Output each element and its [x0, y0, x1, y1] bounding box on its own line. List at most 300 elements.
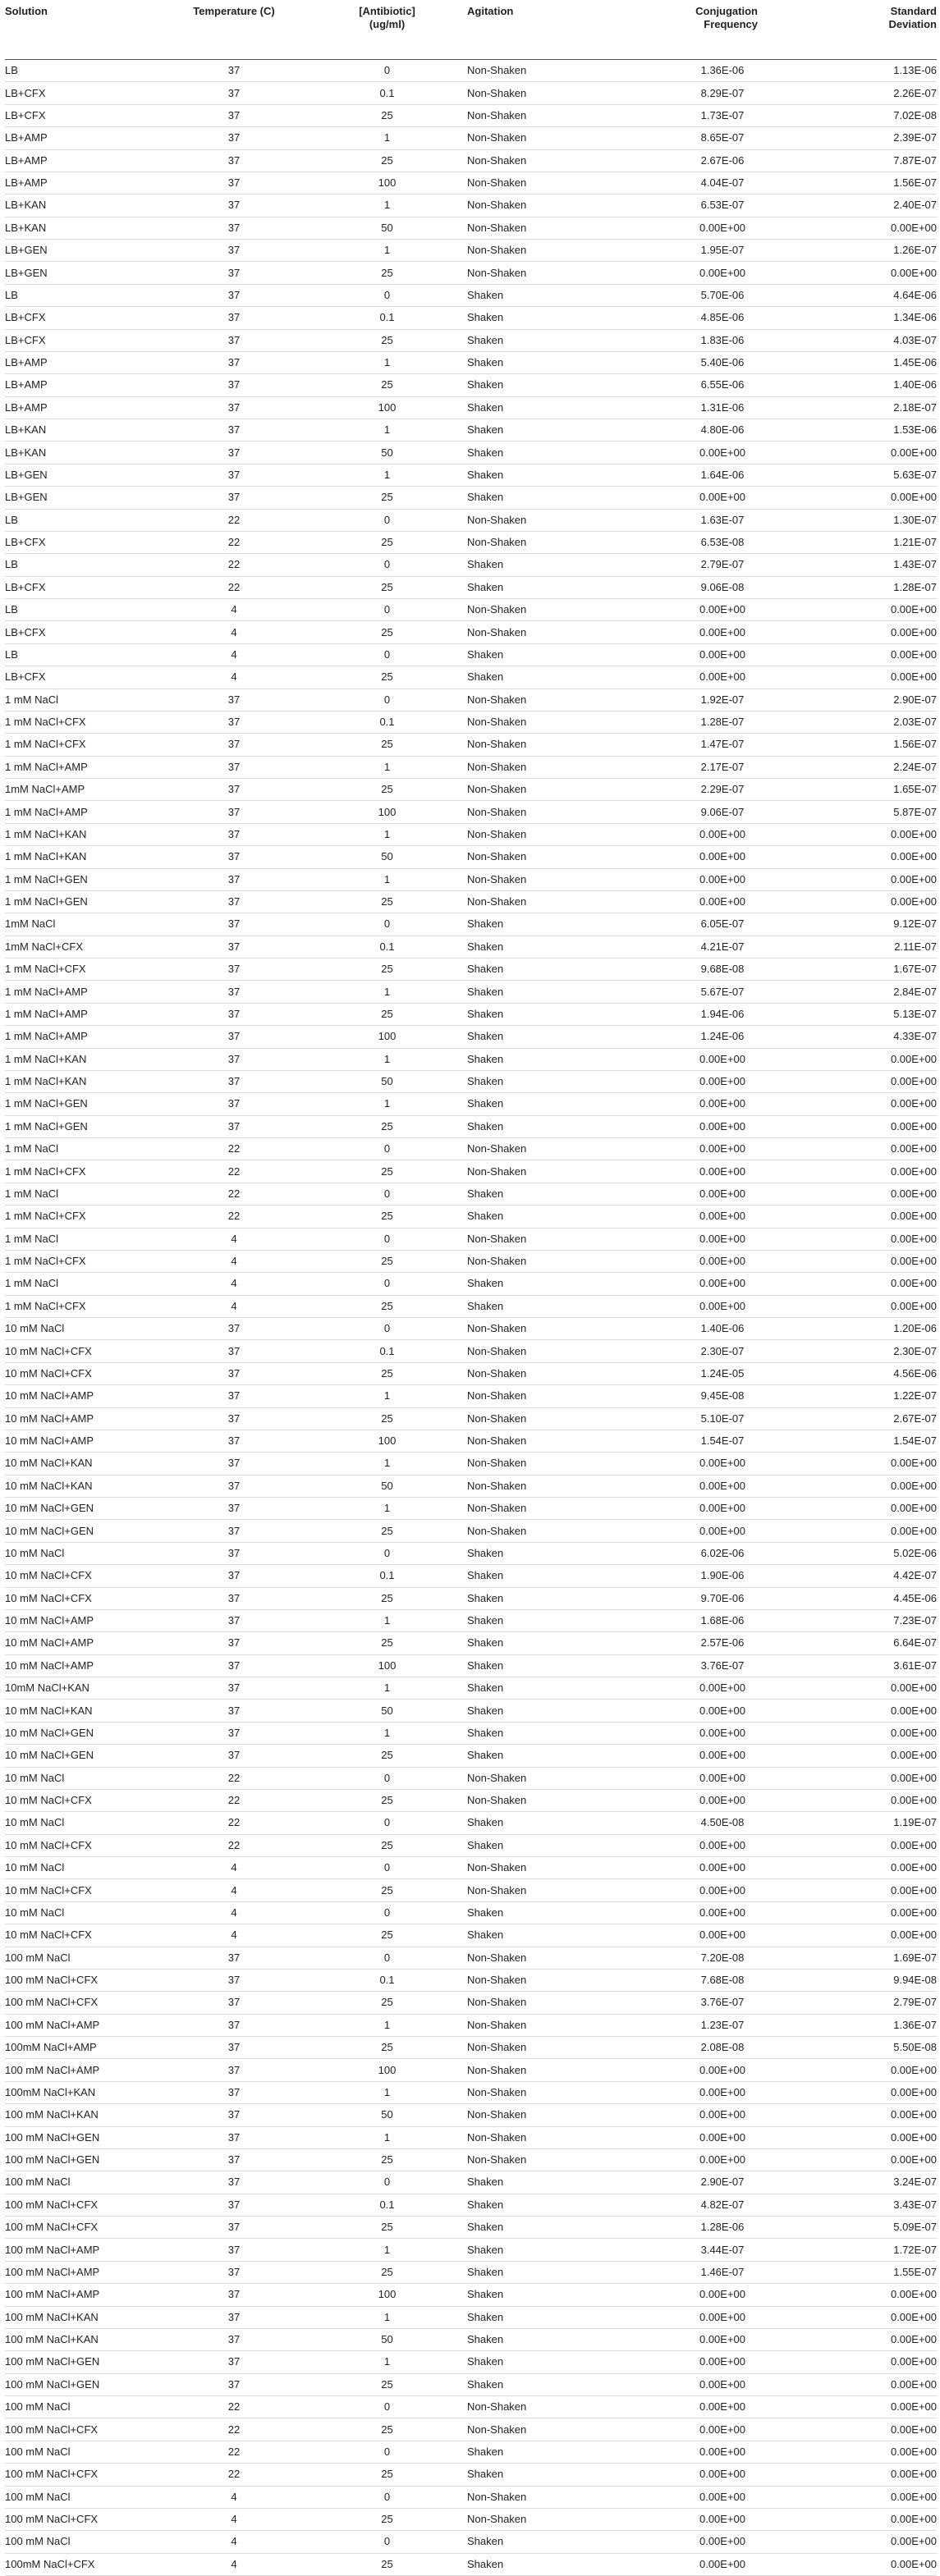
cell-solution: LB+KAN — [5, 419, 161, 442]
cell-conjugation-frequency: 0.00E+00 — [631, 2284, 814, 2306]
cell-temperature: 37 — [161, 2284, 307, 2306]
cell-conjugation-frequency: 1.64E-06 — [631, 464, 814, 486]
cell-temperature: 37 — [161, 396, 307, 419]
cell-solution: 100mM NaCl+AMP — [5, 2037, 161, 2059]
table-row — [5, 1812, 937, 1834]
cell-standard-deviation: 0.00E+00 — [814, 1745, 937, 1767]
cell-conjugation-frequency: 0.00E+00 — [631, 1475, 814, 1497]
header-antibiotic — [307, 0, 467, 60]
cell-agitation: Shaken — [467, 1834, 631, 1856]
table-row — [5, 1879, 937, 1901]
cell-agitation: Shaken — [467, 1812, 631, 1834]
cell-standard-deviation: 2.30E-07 — [814, 1340, 937, 1362]
cell-solution: 1 mM NaCl+GEN — [5, 890, 161, 913]
cell-solution: 10 mM NaCl+GEN — [5, 1745, 161, 1767]
cell-standard-deviation: 0.00E+00 — [814, 1475, 937, 1497]
cell-temperature: 4 — [161, 2508, 307, 2530]
cell-temperature: 37 — [161, 262, 307, 284]
cell-standard-deviation: 4.03E-07 — [814, 329, 937, 351]
cell-conjugation-frequency: 1.94E-06 — [631, 1003, 814, 1025]
cell-agitation: Non-Shaken — [467, 1138, 631, 1160]
cell-temperature: 4 — [161, 1857, 307, 1879]
cell-temperature: 22 — [161, 1138, 307, 1160]
cell-conjugation-frequency: 6.53E-07 — [631, 194, 814, 217]
cell-standard-deviation: 0.00E+00 — [814, 2373, 937, 2395]
table-row — [5, 351, 937, 373]
cell-antibiotic: 50 — [307, 2328, 467, 2350]
cell-agitation: Non-Shaken — [467, 1498, 631, 1520]
cell-conjugation-frequency: 2.57E-06 — [631, 1632, 814, 1654]
cell-antibiotic: 25 — [307, 959, 467, 981]
cell-antibiotic: 25 — [307, 262, 467, 284]
cell-agitation: Shaken — [467, 1565, 631, 1587]
cell-temperature: 22 — [161, 2396, 307, 2418]
cell-conjugation-frequency: 9.45E-08 — [631, 1385, 814, 1407]
cell-agitation: Shaken — [467, 1026, 631, 1048]
cell-conjugation-frequency: 4.50E-08 — [631, 1812, 814, 1834]
table-row — [5, 487, 937, 509]
cell-temperature: 37 — [161, 374, 307, 396]
table-row — [5, 1722, 937, 1744]
cell-standard-deviation: 0.00E+00 — [814, 1183, 937, 1205]
cell-antibiotic: 25 — [307, 1520, 467, 1542]
cell-temperature: 37 — [161, 890, 307, 913]
table-row — [5, 2081, 937, 2103]
cell-solution: LB+AMP — [5, 127, 161, 149]
cell-conjugation-frequency: 0.00E+00 — [631, 442, 814, 464]
table-row — [5, 2171, 937, 2194]
cell-solution: 1 mM NaCl+GEN — [5, 1115, 161, 1137]
cell-temperature: 22 — [161, 1183, 307, 1205]
cell-conjugation-frequency: 1.24E-05 — [631, 1362, 814, 1384]
cell-temperature: 37 — [161, 1362, 307, 1384]
cell-standard-deviation: 0.00E+00 — [814, 1834, 937, 1856]
cell-conjugation-frequency: 0.00E+00 — [631, 1070, 814, 1092]
cell-antibiotic: 0.1 — [307, 711, 467, 733]
cell-standard-deviation: 0.00E+00 — [814, 1901, 937, 1924]
cell-agitation: Non-Shaken — [467, 621, 631, 643]
cell-solution: 1mM NaCl+CFX — [5, 936, 161, 958]
cell-antibiotic: 1 — [307, 1722, 467, 1744]
table-row — [5, 1340, 937, 1362]
cell-standard-deviation: 1.65E-07 — [814, 779, 937, 801]
cell-solution: 100 mM NaCl+AMP — [5, 2261, 161, 2283]
cell-agitation: Non-Shaken — [467, 1250, 631, 1272]
cell-standard-deviation: 7.02E-08 — [814, 104, 937, 126]
cell-solution: LB+AMP — [5, 396, 161, 419]
cell-solution: 10 mM NaCl+AMP — [5, 1654, 161, 1677]
cell-agitation: Shaken — [467, 1700, 631, 1722]
cell-solution: 100 mM NaCl+KAN — [5, 2104, 161, 2126]
cell-agitation: Non-Shaken — [467, 2037, 631, 2059]
cell-agitation: Non-Shaken — [467, 823, 631, 845]
cell-antibiotic: 1 — [307, 1609, 467, 1631]
cell-antibiotic: 25 — [307, 2148, 467, 2171]
cell-solution: 100 mM NaCl — [5, 2441, 161, 2463]
cell-temperature: 37 — [161, 240, 307, 262]
table-row — [5, 1115, 937, 1137]
cell-temperature: 4 — [161, 643, 307, 666]
cell-antibiotic: 0 — [307, 1318, 467, 1340]
cell-agitation: Non-Shaken — [467, 890, 631, 913]
cell-conjugation-frequency: 0.00E+00 — [631, 1857, 814, 1879]
cell-temperature: 37 — [161, 104, 307, 126]
cell-standard-deviation: 0.00E+00 — [814, 1048, 937, 1070]
cell-antibiotic: 25 — [307, 2373, 467, 2395]
cell-agitation: Non-Shaken — [467, 1385, 631, 1407]
cell-solution: 1 mM NaCl+CFX — [5, 1206, 161, 1228]
header-sd-label-line1: Standard — [890, 5, 937, 17]
cell-conjugation-frequency: 0.00E+00 — [631, 2059, 814, 2081]
table-row — [5, 1834, 937, 1856]
cell-agitation: Non-Shaken — [467, 1475, 631, 1497]
header-frequency-label-line1: Conjugation — [695, 5, 758, 17]
table-row — [5, 1318, 937, 1340]
cell-standard-deviation: 3.43E-07 — [814, 2194, 937, 2216]
cell-standard-deviation: 0.00E+00 — [814, 217, 937, 239]
cell-temperature: 22 — [161, 509, 307, 531]
cell-standard-deviation: 0.00E+00 — [814, 2441, 937, 2463]
cell-solution: 10 mM NaCl — [5, 1857, 161, 1879]
cell-antibiotic: 100 — [307, 2059, 467, 2081]
cell-standard-deviation: 0.00E+00 — [814, 1250, 937, 1272]
cell-standard-deviation: 2.18E-07 — [814, 396, 937, 419]
cell-temperature: 37 — [161, 1565, 307, 1587]
cell-temperature: 37 — [161, 2059, 307, 2081]
table-row — [5, 149, 937, 172]
cell-solution: 10 mM NaCl+GEN — [5, 1498, 161, 1520]
cell-conjugation-frequency: 9.68E-08 — [631, 959, 814, 981]
cell-agitation: Non-Shaken — [467, 756, 631, 778]
cell-agitation: Shaken — [467, 464, 631, 486]
table-row — [5, 2217, 937, 2239]
cell-conjugation-frequency: 3.44E-07 — [631, 2239, 814, 2261]
table-row — [5, 823, 937, 845]
cell-conjugation-frequency: 0.00E+00 — [631, 846, 814, 868]
cell-temperature: 37 — [161, 60, 307, 82]
cell-conjugation-frequency: 0.00E+00 — [631, 1206, 814, 1228]
cell-temperature: 37 — [161, 442, 307, 464]
cell-antibiotic: 50 — [307, 846, 467, 868]
cell-agitation: Non-Shaken — [467, 801, 631, 823]
cell-temperature: 37 — [161, 734, 307, 756]
cell-solution: LB — [5, 643, 161, 666]
table-row — [5, 60, 937, 82]
cell-agitation: Non-Shaken — [467, 1879, 631, 1901]
table-row — [5, 1362, 937, 1384]
table-row — [5, 104, 937, 126]
table-row — [5, 307, 937, 329]
cell-temperature: 37 — [161, 2104, 307, 2126]
cell-antibiotic: 25 — [307, 1295, 467, 1317]
cell-standard-deviation: 0.00E+00 — [814, 2464, 937, 2486]
table-row — [5, 240, 937, 262]
cell-antibiotic: 1 — [307, 419, 467, 442]
cell-solution: LB+AMP — [5, 149, 161, 172]
cell-standard-deviation: 1.26E-07 — [814, 240, 937, 262]
cell-solution: 100 mM NaCl+CFX — [5, 2418, 161, 2441]
cell-standard-deviation: 0.00E+00 — [814, 621, 937, 643]
cell-solution: 1 mM NaCl+CFX — [5, 734, 161, 756]
cell-conjugation-frequency: 0.00E+00 — [631, 2508, 814, 2530]
cell-temperature: 22 — [161, 1789, 307, 1811]
cell-antibiotic: 50 — [307, 1700, 467, 1722]
cell-standard-deviation: 1.34E-06 — [814, 307, 937, 329]
cell-agitation: Non-Shaken — [467, 868, 631, 890]
cell-standard-deviation: 0.00E+00 — [814, 666, 937, 689]
table-row — [5, 1857, 937, 1879]
cell-solution: 100 mM NaCl+KAN — [5, 2306, 161, 2328]
cell-temperature: 37 — [161, 1385, 307, 1407]
cell-solution: 100mM NaCl+KAN — [5, 2081, 161, 2103]
cell-antibiotic: 0.1 — [307, 1340, 467, 1362]
cell-agitation: Shaken — [467, 374, 631, 396]
cell-conjugation-frequency: 0.00E+00 — [631, 1700, 814, 1722]
table-row — [5, 1632, 937, 1654]
cell-temperature: 37 — [161, 1003, 307, 1025]
cell-temperature: 37 — [161, 149, 307, 172]
cell-standard-deviation: 4.45E-06 — [814, 1587, 937, 1609]
cell-agitation: Non-Shaken — [467, 1160, 631, 1183]
table-row — [5, 396, 937, 419]
cell-antibiotic: 0 — [307, 1857, 467, 1879]
cell-solution: 10 mM NaCl+AMP — [5, 1430, 161, 1452]
cell-agitation: Shaken — [467, 1115, 631, 1137]
cell-solution: 10 mM NaCl+CFX — [5, 1340, 161, 1362]
cell-antibiotic: 1 — [307, 240, 467, 262]
table-row — [5, 2194, 937, 2216]
header-row — [5, 0, 937, 60]
cell-antibiotic: 1 — [307, 1048, 467, 1070]
cell-standard-deviation: 0.00E+00 — [814, 1093, 937, 1115]
cell-agitation: Shaken — [467, 2239, 631, 2261]
cell-temperature: 37 — [161, 172, 307, 194]
cell-solution: LB+CFX — [5, 307, 161, 329]
cell-agitation: Non-Shaken — [467, 2508, 631, 2530]
cell-agitation: Non-Shaken — [467, 262, 631, 284]
cell-conjugation-frequency: 0.00E+00 — [631, 1520, 814, 1542]
cell-temperature: 37 — [161, 1969, 307, 1991]
cell-antibiotic: 1 — [307, 1453, 467, 1475]
cell-antibiotic: 0 — [307, 1138, 467, 1160]
cell-solution: 10 mM NaCl+CFX — [5, 1924, 161, 1947]
cell-antibiotic: 25 — [307, 104, 467, 126]
cell-standard-deviation: 0.00E+00 — [814, 442, 937, 464]
cell-conjugation-frequency: 0.00E+00 — [631, 1295, 814, 1317]
cell-agitation: Non-Shaken — [467, 149, 631, 172]
table-row — [5, 868, 937, 890]
cell-temperature: 22 — [161, 1834, 307, 1856]
cell-temperature: 37 — [161, 2306, 307, 2328]
cell-solution: 10 mM NaCl+CFX — [5, 1362, 161, 1384]
table-row — [5, 1026, 937, 1048]
cell-conjugation-frequency: 1.36E-06 — [631, 60, 814, 82]
cell-temperature: 22 — [161, 2441, 307, 2463]
cell-conjugation-frequency: 1.28E-06 — [631, 2217, 814, 2239]
cell-temperature: 37 — [161, 711, 307, 733]
cell-antibiotic: 0.1 — [307, 1565, 467, 1587]
cell-antibiotic: 50 — [307, 1475, 467, 1497]
cell-standard-deviation: 0.00E+00 — [814, 846, 937, 868]
cell-temperature: 22 — [161, 2418, 307, 2441]
cell-standard-deviation: 1.22E-07 — [814, 1385, 937, 1407]
cell-antibiotic: 50 — [307, 442, 467, 464]
table-row — [5, 689, 937, 711]
cell-standard-deviation: 0.00E+00 — [814, 599, 937, 621]
cell-temperature: 22 — [161, 1206, 307, 1228]
cell-temperature: 37 — [161, 217, 307, 239]
cell-agitation: Shaken — [467, 2351, 631, 2373]
cell-standard-deviation: 0.00E+00 — [814, 1789, 937, 1811]
table-row — [5, 1609, 937, 1631]
cell-standard-deviation: 1.13E-06 — [814, 60, 937, 82]
cell-agitation: Non-Shaken — [467, 82, 631, 104]
cell-antibiotic: 25 — [307, 2418, 467, 2441]
cell-conjugation-frequency: 0.00E+00 — [631, 2396, 814, 2418]
cell-solution: 1 mM NaCl+AMP — [5, 1003, 161, 1025]
header-standard-deviation — [814, 0, 937, 60]
cell-conjugation-frequency: 0.00E+00 — [631, 2441, 814, 2463]
table-row — [5, 2486, 937, 2508]
cell-conjugation-frequency: 0.00E+00 — [631, 262, 814, 284]
cell-solution: 1 mM NaCl+AMP — [5, 801, 161, 823]
cell-solution: LB+AMP — [5, 374, 161, 396]
cell-antibiotic: 25 — [307, 1250, 467, 1272]
cell-antibiotic: 25 — [307, 1115, 467, 1137]
cell-temperature: 37 — [161, 2014, 307, 2036]
cell-antibiotic: 1 — [307, 464, 467, 486]
cell-agitation: Non-Shaken — [467, 1430, 631, 1452]
cell-antibiotic: 100 — [307, 396, 467, 419]
table-row — [5, 2351, 937, 2373]
cell-agitation: Non-Shaken — [467, 846, 631, 868]
cell-antibiotic: 1 — [307, 194, 467, 217]
cell-conjugation-frequency: 0.00E+00 — [631, 823, 814, 845]
cell-standard-deviation: 2.40E-07 — [814, 194, 937, 217]
cell-temperature: 37 — [161, 464, 307, 486]
cell-conjugation-frequency: 1.47E-07 — [631, 734, 814, 756]
cell-antibiotic: 25 — [307, 734, 467, 756]
cell-conjugation-frequency: 2.29E-07 — [631, 779, 814, 801]
cell-conjugation-frequency: 0.00E+00 — [631, 2126, 814, 2148]
cell-temperature: 4 — [161, 2486, 307, 2508]
cell-agitation: Shaken — [467, 1587, 631, 1609]
table-row — [5, 2261, 937, 2283]
cell-agitation: Shaken — [467, 2284, 631, 2306]
table-row — [5, 217, 937, 239]
table-row — [5, 1767, 937, 1789]
cell-antibiotic: 1 — [307, 2351, 467, 2373]
cell-antibiotic: 0 — [307, 554, 467, 576]
cell-solution: 10 mM NaCl+CFX — [5, 1789, 161, 1811]
cell-solution: 1 mM NaCl+CFX — [5, 1295, 161, 1317]
cell-agitation: Non-Shaken — [467, 194, 631, 217]
cell-antibiotic: 25 — [307, 1407, 467, 1430]
cell-standard-deviation: 0.00E+00 — [814, 1295, 937, 1317]
cell-agitation: Shaken — [467, 936, 631, 958]
cell-temperature: 37 — [161, 1654, 307, 1677]
cell-conjugation-frequency: 1.23E-07 — [631, 2014, 814, 2036]
cell-antibiotic: 0 — [307, 1542, 467, 1564]
cell-antibiotic: 0.1 — [307, 936, 467, 958]
cell-temperature: 37 — [161, 1070, 307, 1092]
header-solution — [5, 0, 161, 60]
cell-temperature: 4 — [161, 1924, 307, 1947]
table-row — [5, 599, 937, 621]
cell-standard-deviation: 0.00E+00 — [814, 2418, 937, 2441]
cell-conjugation-frequency: 1.24E-06 — [631, 1026, 814, 1048]
cell-antibiotic: 0 — [307, 1273, 467, 1295]
cell-conjugation-frequency: 0.00E+00 — [631, 1901, 814, 1924]
cell-temperature: 37 — [161, 1115, 307, 1137]
cell-agitation: Shaken — [467, 2194, 631, 2216]
cell-antibiotic: 1 — [307, 1498, 467, 1520]
cell-antibiotic: 25 — [307, 2217, 467, 2239]
table-row — [5, 2037, 937, 2059]
cell-conjugation-frequency: 0.00E+00 — [631, 1250, 814, 1272]
cell-antibiotic: 25 — [307, 149, 467, 172]
cell-conjugation-frequency: 4.04E-07 — [631, 172, 814, 194]
cell-agitation: Shaken — [467, 2441, 631, 2463]
cell-temperature: 22 — [161, 1767, 307, 1789]
cell-antibiotic: 25 — [307, 531, 467, 553]
cell-agitation: Shaken — [467, 1745, 631, 1767]
cell-standard-deviation: 0.00E+00 — [814, 2553, 937, 2575]
cell-antibiotic: 25 — [307, 1924, 467, 1947]
header-solution-label: Solution — [5, 5, 48, 17]
cell-standard-deviation: 0.00E+00 — [814, 868, 937, 890]
table-row — [5, 2553, 937, 2575]
cell-antibiotic: 0 — [307, 1228, 467, 1250]
cell-temperature: 4 — [161, 1273, 307, 1295]
cell-antibiotic: 0 — [307, 1183, 467, 1205]
cell-temperature: 4 — [161, 621, 307, 643]
cell-antibiotic: 25 — [307, 1160, 467, 1183]
cell-solution: 10 mM NaCl+KAN — [5, 1475, 161, 1497]
cell-agitation: Non-Shaken — [467, 2396, 631, 2418]
cell-agitation: Shaken — [467, 2531, 631, 2553]
cell-solution: 10 mM NaCl+AMP — [5, 1385, 161, 1407]
cell-agitation: Shaken — [467, 554, 631, 576]
cell-agitation: Shaken — [467, 643, 631, 666]
cell-temperature: 37 — [161, 2081, 307, 2103]
cell-agitation: Non-Shaken — [467, 1992, 631, 2014]
cell-standard-deviation: 4.33E-07 — [814, 1026, 937, 1048]
table-row — [5, 1070, 937, 1092]
cell-solution: LB+CFX — [5, 531, 161, 553]
header-temperature-label: Temperature (C) — [193, 5, 275, 17]
cell-temperature: 22 — [161, 1812, 307, 1834]
cell-antibiotic: 0 — [307, 509, 467, 531]
cell-agitation: Shaken — [467, 1273, 631, 1295]
table-row — [5, 284, 937, 306]
cell-temperature: 37 — [161, 127, 307, 149]
cell-standard-deviation: 0.00E+00 — [814, 1206, 937, 1228]
table-body — [5, 60, 937, 2576]
table-row — [5, 2373, 937, 2395]
cell-solution: LB — [5, 284, 161, 306]
cell-conjugation-frequency: 1.54E-07 — [631, 1430, 814, 1452]
cell-agitation: Non-Shaken — [467, 2486, 631, 2508]
cell-antibiotic: 0 — [307, 1767, 467, 1789]
cell-antibiotic: 50 — [307, 217, 467, 239]
cell-solution: 1 mM NaCl+AMP — [5, 756, 161, 778]
cell-temperature: 37 — [161, 756, 307, 778]
cell-conjugation-frequency: 9.70E-06 — [631, 1587, 814, 1609]
table-row — [5, 2148, 937, 2171]
cell-solution: LB+CFX — [5, 666, 161, 689]
cell-antibiotic: 100 — [307, 2284, 467, 2306]
